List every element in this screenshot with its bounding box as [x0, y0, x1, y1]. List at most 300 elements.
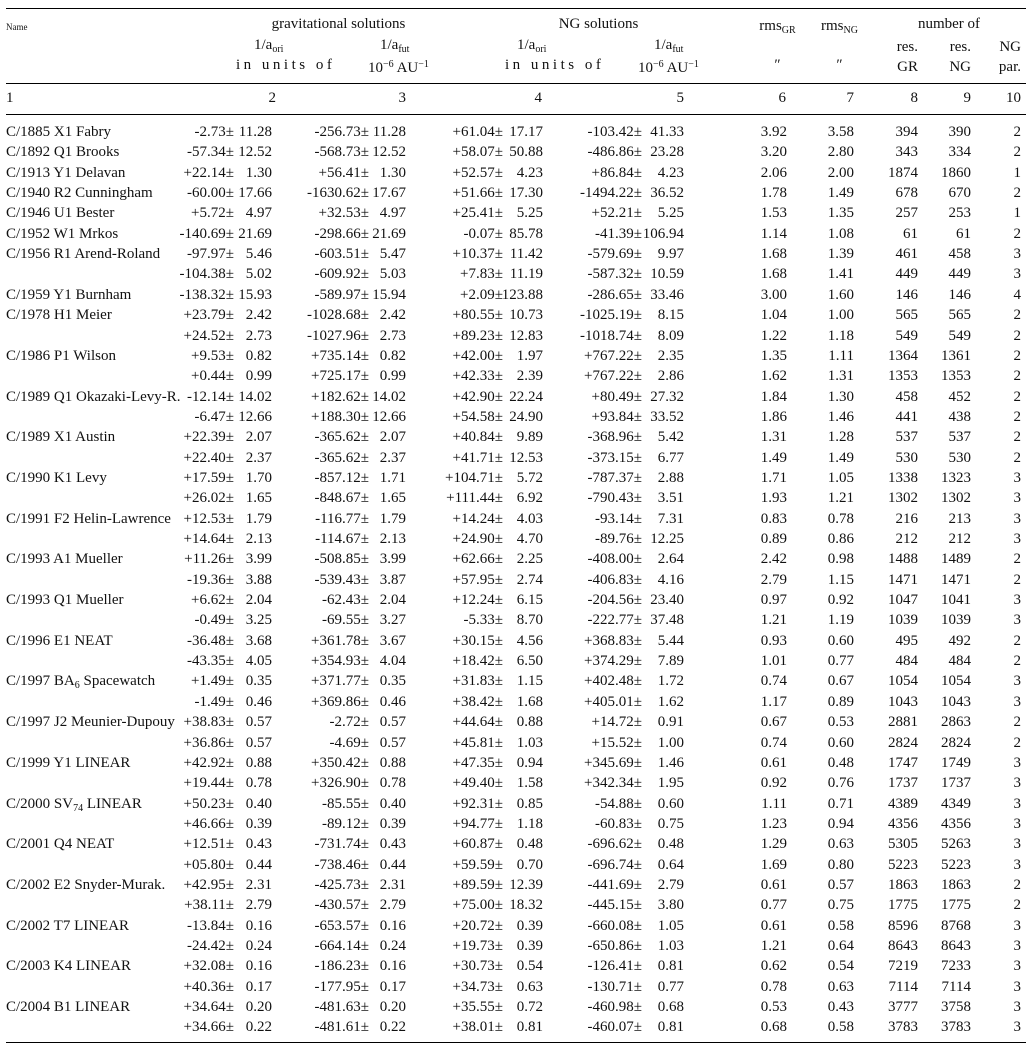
cell-c2: +32.08±: [183, 958, 234, 975]
cell-c2: +46.66±: [183, 815, 234, 832]
colnum-9: 9: [963, 90, 971, 106]
row-name: C/2004 B1 LINEAR: [6, 999, 131, 1016]
cell-c2: +24.52±: [183, 327, 234, 344]
header-rule: [6, 83, 1026, 84]
header-units-value-ng: $10^{-6}$ $AU^{-1}$: [638, 59, 699, 76]
cell-c9: 61: [956, 225, 971, 242]
cell-c5: -696.74±: [587, 856, 642, 873]
cell-c4e: 4.70: [516, 531, 543, 547]
cell-c6: 0.62: [760, 958, 787, 975]
cell-c3e: 3.99: [379, 551, 406, 568]
cell-c8: 2881: [888, 714, 918, 731]
cell-c3: +354.93±: [311, 653, 369, 670]
cell-c7: 1.28: [827, 429, 854, 446]
cell-c3: +326.90±: [311, 775, 369, 792]
colnum-1: 1: [6, 90, 14, 106]
cell-c5e: 0.60: [657, 795, 684, 812]
row-name: C/1999 Y1 LINEAR: [6, 754, 131, 771]
cell-c5e: 2.35: [657, 347, 684, 364]
header-name: Name: [6, 22, 28, 32]
cell-c10: 2: [1013, 144, 1021, 161]
cell-c2: +34.66±: [183, 1019, 234, 1036]
cell-c6: 0.68: [760, 1019, 787, 1036]
cell-c8: 8596: [888, 917, 918, 934]
cell-c5e: 5.25: [657, 205, 684, 222]
cell-c10: 4: [1013, 286, 1021, 303]
cell-c8: 1364: [888, 347, 918, 364]
cell-c7: 0.67: [827, 673, 854, 690]
cell-c2e: 1.65: [245, 490, 272, 507]
cell-c8: 7114: [888, 978, 918, 995]
cell-c3: -365.62±: [314, 449, 369, 466]
cell-c3: +188.30±: [311, 408, 369, 425]
cell-c8: 537: [895, 429, 918, 446]
cell-c5: +86.84±: [591, 164, 642, 181]
cell-c7: 1.08: [827, 225, 854, 242]
cell-c4e: 4.56: [516, 632, 543, 649]
cell-c9: 334: [948, 144, 971, 161]
cell-c9: 530: [948, 449, 971, 466]
cell-c10: 3: [1013, 673, 1021, 690]
header-arcsec-gr: ″: [774, 57, 781, 73]
cell-c3: -731.74±: [314, 836, 369, 853]
cell-c5: +767.22±: [584, 347, 642, 364]
cell-c4e: 4.03: [516, 510, 543, 527]
cell-c9: 537: [948, 429, 971, 446]
cell-c4: +20.72±: [452, 917, 503, 934]
bottom-rule: [6, 1042, 1026, 1043]
cell-c2: +38.83±: [183, 714, 234, 731]
cell-c4: -0.07±: [463, 225, 503, 242]
cell-c2: -140.69±: [179, 225, 234, 242]
cell-c4e: 0.88: [516, 714, 543, 731]
cell-c3e: 0.17: [379, 978, 406, 995]
header-units-grav: in units of: [236, 57, 336, 73]
cell-c4e: 17.30: [509, 185, 543, 202]
cell-c4e: 17.17: [509, 124, 543, 140]
cell-c3: +371.77±: [311, 673, 369, 690]
cell-c4e: 1.03: [516, 734, 543, 751]
cell-c6: 1.23: [760, 815, 787, 832]
cell-c7: 1.49: [827, 449, 854, 466]
cell-c2: +38.11±: [184, 897, 234, 914]
cell-c6: 1.68: [760, 246, 787, 263]
cell-c2e: 2.73: [245, 327, 272, 344]
cell-c5: -1025.19±: [580, 307, 642, 324]
cell-c7: 0.89: [827, 693, 854, 710]
cell-c3e: 0.35: [379, 673, 406, 690]
cell-c2: +11.26±: [184, 551, 234, 568]
cell-c4e: 12.83: [509, 327, 543, 344]
row-name: C/1996 E1 NEAT: [6, 632, 113, 649]
cell-c4e: 50.88: [509, 144, 543, 161]
cell-c2e: 2.04: [245, 592, 272, 609]
cell-c2e: 0.88: [245, 754, 272, 771]
cell-c5e: 0.68: [657, 999, 684, 1016]
cell-c2e: 2.07: [245, 429, 272, 446]
cell-c3e: 0.44: [379, 856, 406, 873]
cell-c4: +34.73±: [452, 978, 503, 995]
cell-c2e: 3.99: [245, 551, 272, 568]
cell-c8: 5305: [888, 836, 918, 853]
cell-c5e: 37.48: [650, 612, 684, 629]
cell-c4: +59.59±: [452, 856, 503, 873]
cell-c2: +12.53±: [183, 510, 234, 527]
cell-c4e: 0.63: [516, 978, 543, 995]
cell-c7: 1.30: [827, 388, 854, 405]
cell-c6: 0.93: [760, 632, 787, 649]
cell-c10: 2: [1013, 551, 1021, 568]
cell-c3: -508.85±: [314, 551, 369, 568]
cell-c3e: 2.13: [379, 531, 406, 547]
cell-c10: 2: [1013, 347, 1021, 364]
cell-c8: 212: [895, 531, 918, 547]
cell-c8: 530: [895, 449, 918, 466]
cell-c9: 1353: [941, 368, 971, 385]
cell-c5e: 3.51: [657, 490, 684, 507]
cell-c4: +45.81±: [452, 734, 503, 751]
cell-c3: -89.12±: [322, 815, 369, 832]
cell-c7: 1.60: [827, 286, 854, 303]
cell-c7: 3.58: [827, 124, 854, 140]
cell-c4e: 6.92: [516, 490, 543, 507]
cell-c7: 0.76: [827, 775, 854, 792]
header-rms-ng: rms$_{NG}$: [821, 18, 858, 36]
cell-c4: +111.44±: [446, 490, 503, 507]
cell-c3e: 0.88: [379, 754, 406, 771]
cell-c2e: 2.37: [245, 449, 272, 466]
cell-c8: 8643: [888, 938, 918, 954]
header-ng-par-1: NG: [999, 39, 1021, 55]
cell-c9: 452: [948, 388, 971, 405]
cell-c3e: 0.16: [379, 917, 406, 934]
cell-c3e: 21.69: [372, 225, 406, 242]
cell-c2: +22.39±: [183, 429, 234, 446]
cell-c2e: 1.30: [245, 164, 272, 181]
cell-c4: +12.24±: [452, 592, 503, 609]
header-res-gr-1: res.: [896, 39, 918, 55]
cell-c7: 0.63: [827, 978, 854, 995]
cell-c5e: 106.94: [642, 225, 684, 242]
cell-c2e: 21.69: [238, 225, 272, 242]
row-name: C/1892 Q1 Brooks: [6, 144, 120, 161]
cell-c5e: 0.64: [657, 856, 684, 873]
row-name: C/1989 Q1 Okazaki-Levy-R.: [6, 388, 181, 405]
cell-c3: -589.97±: [314, 286, 369, 303]
cell-c6: 1.93: [760, 490, 787, 507]
cell-c9: 7233: [941, 958, 971, 975]
cell-c4e: 5.25: [516, 205, 543, 222]
cell-c4e: 24.90: [509, 408, 543, 425]
cell-c3: +361.78±: [311, 632, 369, 649]
cell-c10: 2: [1013, 653, 1021, 670]
row-name: C/1913 Y1 Delavan: [6, 164, 126, 181]
cell-c10: 2: [1013, 408, 1021, 425]
cell-c5e: 2.86: [657, 368, 684, 385]
cell-c3: -4.69±: [329, 734, 369, 751]
cell-c3: +56.41±: [318, 164, 369, 181]
cell-c2e: 0.46: [245, 693, 272, 710]
cell-c5: -660.08±: [587, 917, 642, 934]
cell-c7: 0.77: [827, 653, 854, 670]
cell-c4e: 0.94: [516, 754, 543, 771]
cell-c2: +50.23±: [183, 795, 234, 812]
cell-c4e: 85.78: [509, 225, 543, 242]
cell-c2e: 3.88: [245, 571, 272, 588]
cell-c4e: 10.73: [509, 307, 543, 324]
cell-c3: -186.23±: [314, 958, 369, 975]
cell-c3e: 17.67: [372, 185, 406, 202]
cell-c2: +26.02±: [183, 490, 234, 507]
cell-c9: 1039: [941, 612, 971, 629]
cell-c4e: 1.97: [516, 347, 543, 364]
row-name: C/1978 H1 Meier: [6, 307, 112, 324]
cell-c8: 461: [895, 246, 918, 263]
cell-c4: +38.42±: [452, 693, 503, 710]
cell-c4e: 0.48: [516, 836, 543, 853]
cell-c3e: 0.39: [379, 815, 406, 832]
cell-c7: 1.15: [827, 571, 854, 588]
cell-c2e: 0.82: [245, 347, 272, 364]
cell-c2e: 5.46: [245, 246, 272, 263]
cell-c2: +36.86±: [183, 734, 234, 751]
colnum-5: 5: [676, 90, 684, 106]
cell-c3e: 2.37: [379, 449, 406, 466]
cell-c6: 0.61: [760, 917, 787, 934]
cell-c10: 1: [1013, 164, 1021, 181]
cell-c2: +6.62±: [191, 592, 234, 609]
cell-c9: 1302: [941, 490, 971, 507]
cell-c4: +47.35±: [452, 754, 503, 771]
cell-c7: 0.78: [827, 510, 854, 527]
cell-c5: -406.83±: [587, 571, 642, 588]
colnum-7: 7: [846, 90, 854, 106]
cell-c9: 3783: [941, 1019, 971, 1036]
cell-c9: 5263: [941, 836, 971, 853]
cell-c3: -365.62±: [314, 429, 369, 446]
cell-c7: 0.63: [827, 836, 854, 853]
cell-c6: 1.21: [760, 938, 787, 954]
cell-c3: -425.73±: [314, 876, 369, 893]
cell-c5e: 6.77: [657, 449, 684, 466]
cell-c9: 1054: [941, 673, 971, 690]
cell-c3: -609.92±: [314, 266, 369, 283]
cell-c4: +30.73±: [452, 958, 503, 975]
cell-c5e: 1.46: [657, 754, 684, 771]
cell-c3: -653.57±: [314, 917, 369, 934]
cell-c6: 1.01: [760, 653, 787, 670]
cell-c5: +14.72±: [591, 714, 642, 731]
cell-c5: +767.22±: [584, 368, 642, 385]
cell-c2: -13.84±: [187, 917, 234, 934]
cell-c3: -481.61±: [314, 1019, 369, 1036]
cell-c10: 3: [1013, 693, 1021, 710]
cell-c3: -481.63±: [314, 999, 369, 1016]
cell-c6: 1.69: [760, 856, 787, 873]
cell-c4: +58.07±: [452, 144, 503, 161]
cell-c4e: 9.89: [516, 429, 543, 446]
cell-c7: 1.39: [827, 246, 854, 263]
cell-c2e: 2.79: [245, 897, 272, 914]
cell-c10: 2: [1013, 307, 1021, 324]
cell-c4: +42.00±: [452, 347, 503, 364]
cell-c3e: 2.73: [379, 327, 406, 344]
cell-c5e: 7.31: [657, 510, 684, 527]
cell-c9: 1323: [941, 469, 971, 486]
cell-c3e: 2.31: [379, 876, 406, 893]
header-res-ng-2: NG: [949, 59, 971, 75]
cell-c3e: 0.99: [379, 368, 406, 385]
cell-c9: 1863: [941, 876, 971, 893]
cell-c7: 1.00: [827, 307, 854, 324]
cell-c2e: 2.31: [245, 876, 272, 893]
cell-c7: 0.58: [827, 917, 854, 934]
cell-c2e: 1.70: [245, 469, 272, 486]
cell-c9: 213: [948, 510, 971, 527]
cell-c7: 0.60: [827, 734, 854, 751]
header-arcsec-ng: ″: [836, 57, 843, 73]
cell-c7: 1.18: [827, 327, 854, 344]
cell-c3e: 4.04: [379, 653, 406, 670]
cell-c5e: 1.03: [657, 938, 684, 954]
cell-c9: 1361: [941, 347, 971, 364]
cell-c2: +9.53±: [191, 347, 234, 364]
cell-c4: +94.77±: [452, 815, 503, 832]
cell-c5e: 23.40: [650, 592, 684, 609]
cell-c9: 484: [948, 653, 971, 670]
cell-c4: +35.55±: [452, 999, 503, 1016]
cell-c5: -126.41±: [587, 958, 642, 975]
cell-c9: 3758: [941, 999, 971, 1016]
cell-c9: 5223: [941, 856, 971, 873]
colnum-4: 4: [534, 90, 542, 106]
cell-c4: +54.58±: [452, 408, 503, 425]
cell-c4: +38.01±: [452, 1019, 503, 1036]
cell-c6: 3.00: [760, 286, 787, 303]
cell-c5e: 2.88: [657, 469, 684, 486]
cell-c4: +61.04±: [452, 124, 503, 140]
cell-c10: 2: [1013, 327, 1021, 344]
cell-c3e: 14.02: [372, 388, 406, 405]
cell-c10: 3: [1013, 469, 1021, 486]
cell-c2e: 17.66: [238, 185, 272, 202]
cell-c8: 4356: [888, 815, 918, 832]
cell-c10: 3: [1013, 754, 1021, 771]
cell-c5e: 0.81: [657, 958, 684, 975]
cell-c8: 1863: [888, 876, 918, 893]
cell-c2: +14.64±: [183, 531, 234, 547]
row-name: C/1993 Q1 Mueller: [6, 592, 124, 609]
cell-c5: -460.07±: [587, 1019, 642, 1036]
cell-c5e: 41.33: [650, 124, 684, 140]
cell-c5e: 8.15: [657, 307, 684, 324]
cell-c2e: 2.42: [245, 307, 272, 324]
cell-c9: 1489: [941, 551, 971, 568]
cell-c8: 1043: [888, 693, 918, 710]
cell-c5e: 7.89: [657, 653, 684, 670]
cell-c3e: 11.28: [372, 124, 406, 140]
cell-c2: -1.49±: [194, 693, 234, 710]
cell-c5: +80.49±: [591, 388, 642, 405]
cell-c6: 3.20: [760, 144, 787, 161]
cell-c3e: 1.30: [379, 164, 406, 181]
cell-c2: +05.80±: [183, 856, 234, 873]
cell-c6: 1.35: [760, 347, 787, 364]
cell-c4: -5.33±: [463, 612, 503, 629]
cell-c6: 1.49: [760, 449, 787, 466]
cell-c2: +17.59±: [183, 469, 234, 486]
cell-c2e: 0.44: [245, 856, 272, 873]
cell-c7: 0.71: [827, 795, 854, 812]
cell-c4: +51.66±: [452, 185, 503, 202]
cell-c4e: 123.88: [501, 286, 543, 303]
cell-c2: -138.32±: [179, 286, 234, 303]
cell-c6: 0.97: [760, 592, 787, 609]
header-rms-gr: rms$_{GR}$: [759, 18, 796, 36]
cell-c8: 678: [895, 185, 918, 202]
colnum-8: 8: [910, 90, 918, 106]
cell-c3: -298.66±: [314, 225, 369, 242]
cell-c6: 0.78: [760, 978, 787, 995]
cell-c2e: 0.40: [245, 795, 272, 812]
cell-c9: 4356: [941, 815, 971, 832]
cell-c2e: 2.13: [245, 531, 272, 547]
cell-c8: 1471: [888, 571, 918, 588]
cell-c3: -114.67±: [315, 531, 369, 547]
cell-c3: -603.51±: [314, 246, 369, 263]
cell-c9: 549: [948, 327, 971, 344]
cell-c2e: 4.05: [245, 653, 272, 670]
cell-c10: 3: [1013, 938, 1021, 954]
cell-c2e: 0.57: [245, 714, 272, 731]
cell-c5: +15.52±: [591, 734, 642, 751]
cell-c5e: 0.81: [657, 1019, 684, 1036]
cell-c4e: 4.23: [516, 164, 543, 181]
cell-c3e: 0.57: [379, 714, 406, 731]
cell-c10: 2: [1013, 632, 1021, 649]
cell-c7: 0.60: [827, 632, 854, 649]
cell-c6: 1.84: [760, 388, 787, 405]
cell-c8: 1874: [888, 164, 918, 181]
cell-c3e: 12.52: [372, 144, 406, 161]
cell-c6: 1.78: [760, 185, 787, 202]
cell-c5e: 33.46: [650, 286, 684, 303]
cell-c3: -2.72±: [329, 714, 369, 731]
cell-c4e: 0.54: [516, 958, 543, 975]
cell-c10: 1: [1013, 205, 1021, 222]
cell-c10: 2: [1013, 876, 1021, 893]
cell-c5e: 23.28: [650, 144, 684, 161]
cell-c2e: 0.43: [245, 836, 272, 853]
row-name: C/1946 U1 Bester: [6, 205, 115, 222]
cell-c6: 2.79: [760, 571, 787, 588]
cell-c6: 1.86: [760, 408, 787, 425]
cell-c6: 3.92: [760, 124, 787, 140]
cell-c10: 2: [1013, 571, 1021, 588]
cell-c6: 1.21: [760, 612, 787, 629]
header-ng-solutions: NG solutions: [558, 16, 639, 32]
cell-c7: 1.05: [827, 469, 854, 486]
cell-c4e: 18.32: [509, 897, 543, 914]
cell-c3: -539.43±: [314, 571, 369, 588]
row-name: C/1986 P1 Wilson: [6, 347, 116, 364]
header-res-ng-1: res.: [949, 39, 971, 55]
cell-c8: 1747: [888, 754, 918, 771]
cell-c6: 0.74: [760, 673, 787, 690]
row-name: C/1991 F2 Helin-Lawrence: [6, 510, 171, 527]
cell-c2: -43.35±: [187, 653, 234, 670]
cell-c10: 2: [1013, 897, 1021, 914]
